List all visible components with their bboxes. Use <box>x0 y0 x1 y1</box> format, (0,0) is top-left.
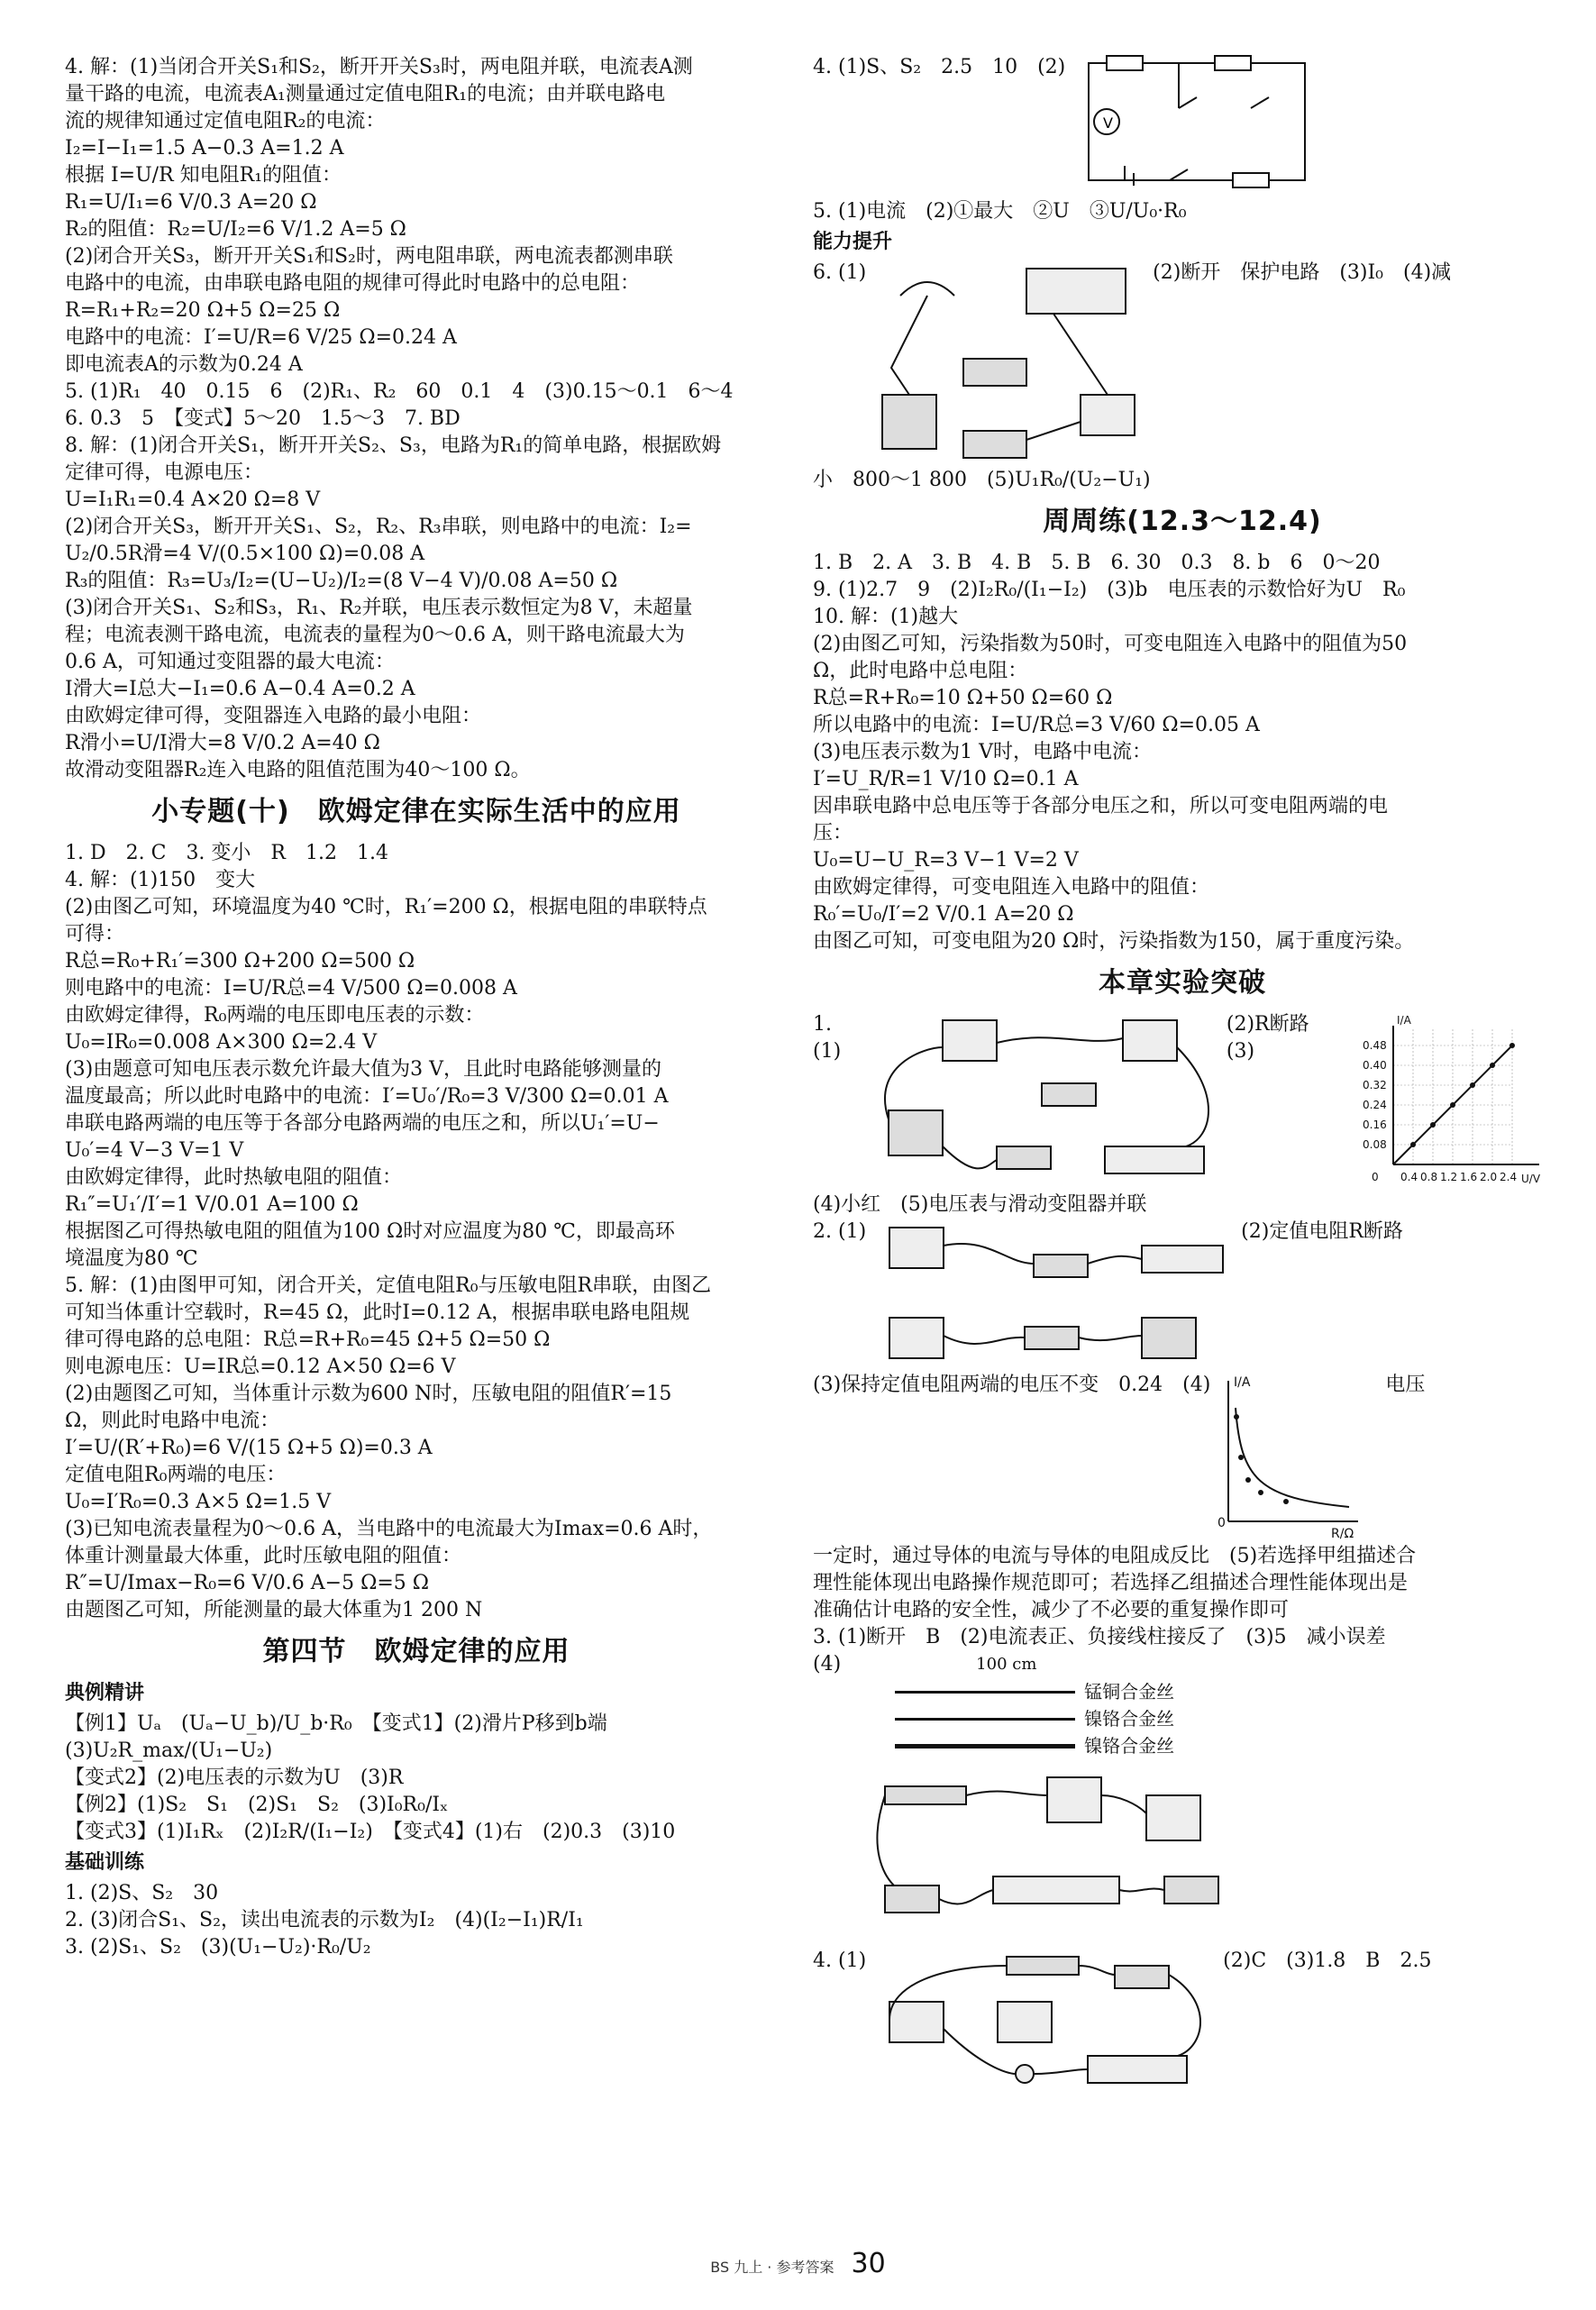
exp-2-answers: (2)定值电阻R断路 <box>1241 1220 1403 1243</box>
text-line: I′=U_R/R=1 V/10 Ω=0.1 A <box>813 768 1079 790</box>
i-u-graph <box>1359 1011 1552 1192</box>
exp-1-tail: (4)小红 (5)电压表与滑动变阻器并联 <box>813 1193 1147 1216</box>
exp-3: 3. (1)断开 B (2)电流表正、负接线柱接反了 (3)5 减小误差 <box>813 1626 1386 1648</box>
text-line: 定值电阻R₀两端的电压： <box>65 1464 287 1486</box>
answer-block-3 <box>65 1711 768 1846</box>
graph1-xtick: 1.6 <box>1459 1171 1477 1183</box>
text-line: (2)由题图乙可知，当体重计示数为600 N时，压敏电阻的阻值R′=15 <box>65 1383 672 1405</box>
text-line: (2)由图乙可知，环境温度为40 ℃时，R₁′=200 Ω，根据电阻的串联特点 <box>65 896 707 918</box>
text-line: 由欧姆定律得，可变电阻连入电路中的阻值： <box>813 876 1210 899</box>
text-line: 即电流表A的示数为0.24 A <box>65 353 303 376</box>
section-title-experiments: 本章实验突破 <box>1099 967 1266 999</box>
text-line: 压： <box>813 822 853 845</box>
answer-6-label: 6. (1) <box>813 261 867 284</box>
answer-block-4 <box>65 1880 768 1961</box>
text-line: 根据 I=U/R 知电阻R₁的阻值： <box>65 164 342 187</box>
text-line: 故滑动变阻器R₂连入电路的阻值范围为40～100 Ω。 <box>65 759 531 781</box>
answer-5: 5. (1)电流 (2)①最大 ②U ③U/U₀·R₀ <box>813 200 1187 223</box>
weekly-answers <box>813 550 1552 955</box>
graph1-ytick: 0.48 <box>1362 1039 1387 1052</box>
text-line: (2)闭合开关S₃，断开开关S₁和S₂时，两电阻串联，两电流表都测串联 <box>65 245 673 268</box>
text-line: I₂=I−I₁=1.5 A−0.3 A=1.2 A <box>65 137 344 160</box>
text-line: 【变式2】(2)电压表的示数为U (3)R <box>65 1767 404 1789</box>
text-line: U₂/0.5R滑=4 V/(0.5×100 Ω)=0.08 A <box>65 543 425 565</box>
text-line: 串联电路两端的电压等于各部分电路两端的电压之和，所以U₁′=U− <box>65 1112 660 1135</box>
text-line: 由欧姆定律得，此时热敏电阻的阻值： <box>65 1166 403 1189</box>
wire-line <box>895 1718 1075 1721</box>
svg-text:V: V <box>1103 114 1114 132</box>
text-line: 9. (1)2.7 9 (2)I₂R₀/(I₁−I₂) (3)b 电压表的示数恰好为U R₀ <box>813 579 1406 601</box>
text-line: 则电路中的电流：I=U/R总=4 V/500 Ω=0.008 A <box>65 977 517 1000</box>
graph1-ytick: 0.24 <box>1362 1099 1387 1111</box>
text-line: R″=U/Imax−R₀=6 V/0.6 A−5 Ω=5 Ω <box>65 1572 429 1594</box>
wire-label: 镍铬合金丝 <box>1084 1735 1175 1757</box>
graph1-ytick: 0.40 <box>1362 1059 1387 1072</box>
text-line: 8. 解：(1)闭合开关S₁，断开开关S₂、S₃，电路为R₁的简单电路，根据欧姆 <box>65 434 722 457</box>
text-line: Ω，此时电路中总电阻： <box>813 660 1028 682</box>
text-line: 可得： <box>65 923 125 945</box>
text-line: 0.6 A，可知通过变阻器的最大电流： <box>65 651 395 673</box>
text-line: 【例2】(1)S₂ S₁ (2)S₁ S₂ (3)I₀R₀/Iₓ <box>65 1794 449 1816</box>
wire-line <box>895 1744 1075 1748</box>
wire-label: 镍铬合金丝 <box>1084 1708 1175 1730</box>
text-line: 律可得电路的总电阻：R总=R+R₀=45 Ω+5 Ω=50 Ω <box>65 1328 551 1351</box>
text-line: 境温度为80 ℃ <box>65 1247 198 1270</box>
text-line: U₀=U−U_R=3 V−1 V=2 V <box>813 849 1079 872</box>
text-line: R₁=U/I₁=6 V/0.3 A=20 Ω <box>65 191 317 214</box>
text-line: 【例1】Uₐ (Uₐ−U_b)/U_b·R₀ 【变式1】(2)滑片P移到b端 (3)U₂R_max/(U₁−U₂) <box>65 1712 627 1762</box>
text-line: 温度最高；所以此时电路中的电流：I′=U₀′/R₀=3 V/300 Ω=0.01 A <box>65 1085 669 1108</box>
text-line: R₂的阻值：R₂=U/I₂=6 V/1.2 A=5 Ω <box>65 218 406 241</box>
circuit-photo-exp3 <box>867 1759 1281 1940</box>
answer-4: 4. (1)S、S₂ 2.5 10 (2) <box>813 56 1066 78</box>
exp-2-voltage: 电压 <box>1385 1374 1426 1396</box>
exp-2-label: 2. (1) <box>813 1220 867 1243</box>
text-line: 流的规律知通过定值电阻R₂的电流： <box>65 110 386 132</box>
graph1-ytick: 0.32 <box>1362 1079 1387 1091</box>
text-line: R滑小=U/I滑大=8 V/0.2 A=40 Ω <box>65 732 380 754</box>
graph1-xtick: 2.0 <box>1479 1171 1497 1183</box>
circuit-diagram-4 <box>1071 54 1323 198</box>
text-line: 电路中的电流：I′=U/R=6 V/25 Ω=0.24 A <box>65 326 457 349</box>
circuit-photo-exp4 <box>871 1948 1214 2101</box>
exp-2-part3: (3)保持定值电阻两端的电压不变 0.24 (4) <box>813 1374 1211 1396</box>
text-line: 因串联电路中总电压等于各部分电压之和，所以可变电阻两端的电 <box>813 795 1389 817</box>
exp-1-answers: (2)R断路 (3) <box>1226 1013 1329 1063</box>
graph1-ytick: 0.16 <box>1362 1118 1387 1131</box>
circuit-photo-6 <box>873 260 1144 467</box>
section-title-4: 第四节 欧姆定律的应用 <box>262 1636 570 1667</box>
i-r-graph <box>1214 1372 1367 1543</box>
answer-6-cont: 小 800～1 800 (5)U₁R₀/(U₂−U₁) <box>813 469 1151 491</box>
exp-4-label: 4. (1) <box>813 1949 867 1972</box>
answer-6-rest: (2)断开 保护电路 (3)I₀ (4)减 <box>1153 261 1452 284</box>
text-line: 3. (2)S₁、S₂ (3)(U₁−U₂)·R₀/U₂ <box>65 1936 371 1958</box>
graph2-xlabel: R/Ω <box>1331 1527 1354 1541</box>
subheading-basic: 基础训练 <box>65 1851 145 1874</box>
page-number: 30 <box>851 2248 886 2279</box>
text-line: 5. 解：(1)由图甲可知，闭合开关，定值电阻R₀与压敏电阻R串联，由图乙 <box>65 1274 712 1297</box>
wire-line <box>895 1691 1075 1694</box>
text-line: 6. 0.3 5 【变式】5～20 1.5～3 7. BD <box>65 407 461 430</box>
text-line: 则电源电压：U=IR总=0.12 A×50 Ω=6 V <box>65 1356 456 1378</box>
text-line: 可知当体重计空载时，R=45 Ω，此时I=0.12 A，根据串联电路电阻规 <box>65 1301 690 1324</box>
exp-1-label: 1. (1) <box>813 1013 842 1063</box>
text-line: 根据图乙可得热敏电阻的阻值为100 Ω时对应温度为80 ℃，即最高环 <box>65 1220 675 1243</box>
text-line: (2)由图乙可知，污染指数为50时，可变电阻连入电路中的阻值为50 <box>813 633 1408 655</box>
text-line: 程；电流表测干路电流，电流表的量程为0～0.6 A，则干路电流最大为 <box>65 624 685 646</box>
text-line: I′=U/(R′+R₀)=6 V/(15 Ω+5 Ω)=0.3 A <box>65 1437 433 1459</box>
text-line: I滑大=I总大−I₁=0.6 A−0.4 A=0.2 A <box>65 678 415 700</box>
page-footer <box>0 2248 1596 2279</box>
exp-2-explanation <box>813 1543 1552 1624</box>
text-line: R=R₁+R₂=20 Ω+5 Ω=25 Ω <box>65 299 341 322</box>
text-line: 4. 解：(1)150 变大 <box>65 869 256 891</box>
graph2-origin: 0 <box>1218 1516 1227 1530</box>
text-line: 1. (2)S、S₂ 30 <box>65 1882 219 1904</box>
text-line: R₀′=U₀/I′=2 V/0.1 A=20 Ω <box>813 903 1074 926</box>
text-line: (2)闭合开关S₃，断开开关S₁、S₂，R₂、R₃串联，则电路中的电流：I₂= <box>65 516 692 538</box>
text-line: R总=R₀+R₁′=300 Ω+200 Ω=500 Ω <box>65 950 415 972</box>
text-line: 一定时，通过导体的电流与导体的电阻成反比 (5)若选择甲组描述合 <box>813 1545 1417 1567</box>
exp-3-label-4: (4) <box>813 1653 842 1675</box>
text-line: (3)闭合开关S₁、S₂和S₃，R₁、R₂并联，电压表示数恒定为8 V，未超量 <box>65 597 693 619</box>
text-line: 电路中的电流，由串联电路电阻的规律可得此时电路中的总电阻： <box>65 272 641 295</box>
text-line: 由欧姆定律得，R₀两端的电压即电压表的示数： <box>65 1004 485 1027</box>
graph1-xtick: 1.2 <box>1439 1171 1457 1183</box>
text-line: 准确估计电路的安全性，减少了不必要的重复操作即可 <box>813 1599 1290 1621</box>
subheading-ability: 能力提升 <box>813 231 893 253</box>
text-line: 所以电路中的电流：I=U/R总=3 V/60 Ω=0.05 A <box>813 714 1260 736</box>
text-line: 2. (3)闭合S₁、S₂，读出电流表的示数为I₂ (4)(I₂−I₁)R/I₁ <box>65 1909 584 1931</box>
text-line: 1. D 2. C 3. 变小 R 1.2 1.4 <box>65 842 388 864</box>
text-line: 【变式3】(1)I₁Rₓ (2)I₂R/(I₁−I₂) 【变式4】(1)右 (2)0.3 (3)10 <box>65 1821 676 1843</box>
text-line: 定律可得，电源电压： <box>65 461 264 484</box>
text-line: 量干路的电流，电流表A₁测量通过定值电阻R₁的电流；由并联电路电 <box>65 83 666 105</box>
graph1-xtick: 2.4 <box>1499 1171 1517 1183</box>
text-line: 4. 解：(1)当闭合开关S₁和S₂，断开开关S₃时，两电阻并联，电流表A测 <box>65 56 693 78</box>
section-title-topic-10: 小专题(十) 欧姆定律在实际生活中的应用 <box>151 796 681 827</box>
graph1-xtick: 0.8 <box>1419 1171 1437 1183</box>
graph2-ylabel: I/A <box>1234 1375 1251 1390</box>
left-column <box>65 54 768 1961</box>
text-line: U=I₁R₁=0.4 A×20 Ω=8 V <box>65 488 321 511</box>
answer-block-1 <box>65 54 768 784</box>
circuit-photo-exp2 <box>871 1219 1232 1372</box>
text-line: U₀′=4 V−3 V=1 V <box>65 1139 244 1162</box>
text-line: (3)已知电流表量程为0～0.6 A，当电路中的电流最大为Imax=0.6 A时， <box>65 1518 713 1540</box>
footer-label: BS 九上 · 参考答案 <box>710 2259 834 2276</box>
text-line: 由图乙可知，可变电阻为20 Ω时，污染指数为150，属于重度污染。 <box>813 930 1415 953</box>
right-column <box>813 54 1552 2101</box>
wire-length: 100 cm <box>976 1655 1037 1674</box>
text-line: 1. B 2. A 3. B 4. B 5. B 6. 30 0.3 8. b 6 0～20 <box>813 552 1381 574</box>
graph1-xtick: 0.4 <box>1400 1171 1418 1183</box>
text-line: Ω，则此时电路中电流： <box>65 1410 280 1432</box>
text-line: 理性能体现出电路操作规范即可；若选择乙组描述合理性能体现出是 <box>813 1572 1409 1594</box>
text-line: R₁″=U₁′/I′=1 V/0.01 A=100 Ω <box>65 1193 359 1216</box>
wire-label: 锰铜合金丝 <box>1084 1681 1175 1703</box>
text-line: 由题图乙可知，所能测量的最大体重为1 200 N <box>65 1599 483 1621</box>
circuit-photo-exp1 <box>871 1011 1221 1192</box>
text-line: (3)由题意可知电压表示数允许最大值为3 V，且此时电路能够测量的 <box>65 1058 662 1081</box>
answer-block-2 <box>65 840 768 1624</box>
text-line: (3)电压表示数为1 V时，电路中电流： <box>813 741 1153 763</box>
graph1-xlabel: U/V <box>1520 1173 1540 1185</box>
graph1-ylabel: I/A <box>1396 1014 1411 1027</box>
text-line: 5. (1)R₁ 40 0.15 6 (2)R₁、R₂ 60 0.1 4 (3)0.15～0.1 6～4 <box>65 380 734 403</box>
text-line: U₀=IR₀=0.008 A×300 Ω=2.4 V <box>65 1031 378 1054</box>
graph1-origin: 0 <box>1371 1171 1379 1183</box>
text-line: U₀=I′R₀=0.3 A×5 Ω=1.5 V <box>65 1491 332 1513</box>
text-line: R₃的阻值：R₃=U₃/I₂=(U−U₂)/I₂=(8 V−4 V)/0.08 A=50 Ω <box>65 570 618 592</box>
section-title-weekly: 周周练(12.3～12.4) <box>1043 506 1322 537</box>
text-line: 由欧姆定律可得，变阻器连入电路的最小电阻： <box>65 705 482 727</box>
text-line: 体重计测量最大体重，此时压敏电阻的阻值： <box>65 1545 462 1567</box>
graph1-ytick: 0.08 <box>1362 1138 1387 1151</box>
exp-4-answers: (2)C (3)1.8 B 2.5 <box>1223 1949 1432 1972</box>
subheading-examples: 典例精讲 <box>65 1682 145 1704</box>
text-line: 10. 解：(1)越大 <box>813 606 959 628</box>
text-line: R总=R+R₀=10 Ω+50 Ω=60 Ω <box>813 687 1113 709</box>
